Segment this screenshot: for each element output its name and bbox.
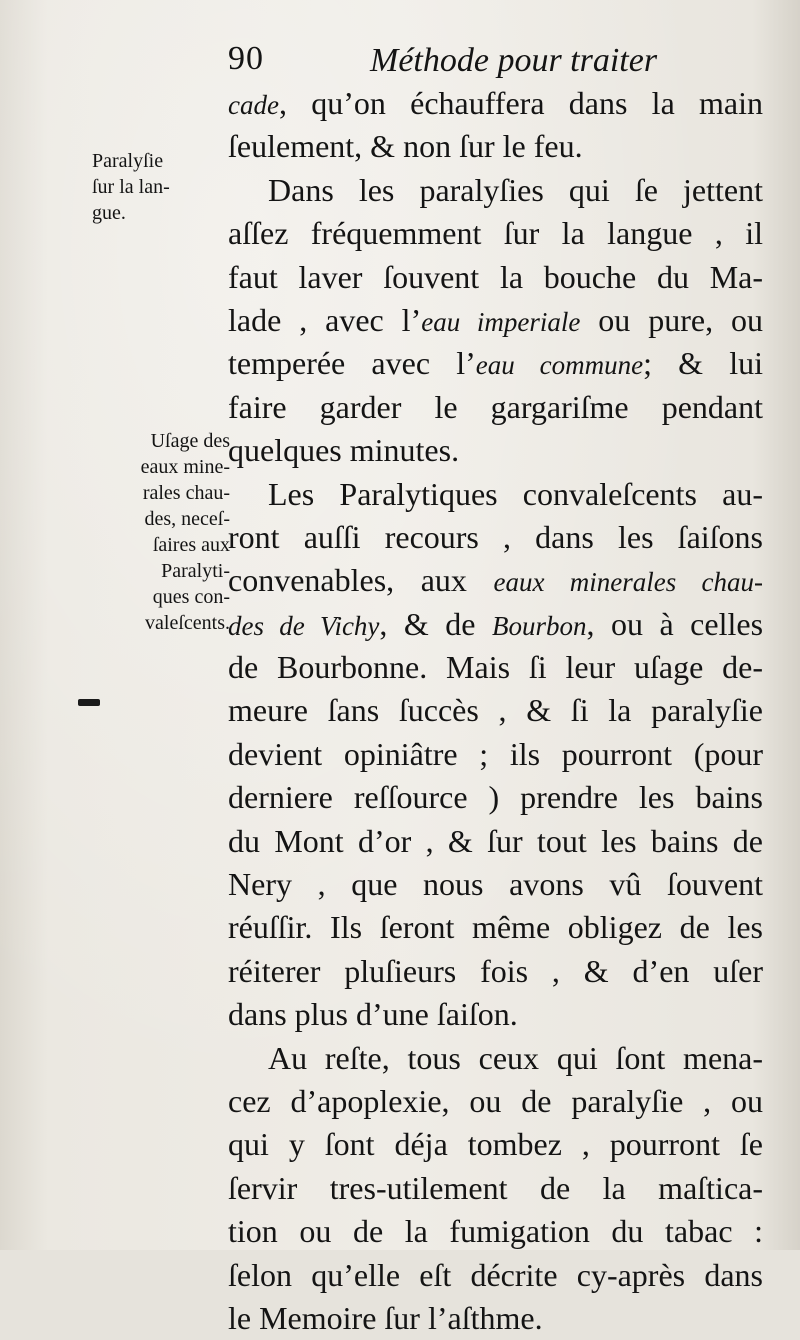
margin-note-line: ſur la lan- (92, 176, 170, 198)
margin-note-line: ques con- (152, 586, 230, 608)
text-line: réiterer pluſieurs fois , & d’en uſer (228, 952, 763, 989)
italic-word: cade (228, 90, 279, 120)
body-text (228, 82, 763, 1340)
text-line (228, 299, 763, 342)
margin-note-line: Uſage des (150, 430, 230, 452)
text-line: réuſſir. Ils ſeront même obligez de les (228, 909, 763, 946)
text-line (228, 559, 763, 602)
text-run: , & de (379, 605, 492, 642)
text-line: Au reſte, tous ceux qui ſont mena- (268, 1039, 763, 1076)
text-line: ſervir tres-utilement de la maſtica- (228, 1169, 763, 1206)
text-line: Nery , que nous avons vû ſouvent (228, 866, 763, 903)
italic-phrase: des de Vichy (228, 610, 380, 641)
text-line: meure ſans ſuccès , & ſi la paralyſie (228, 692, 763, 729)
margin-note-line: ſaires aux (152, 534, 230, 556)
text-line: ront auſſi recours , dans les ſaiſons (228, 518, 763, 555)
text-line: du Mont d’or , & ſur tout les bains de (228, 822, 763, 859)
text-run: ou pure, ou (580, 301, 764, 338)
text-line: derniere reſſource ) prendre les bains (228, 779, 763, 816)
text-run: , ou à celles (586, 605, 764, 642)
text-line (228, 603, 763, 646)
italic-phrase: eau commune (475, 350, 644, 381)
margin-note-line: gue. (92, 202, 126, 224)
text-line: dans plus d’une ſaiſon. (228, 996, 518, 1033)
running-head: Méthode pour traiter (370, 42, 658, 79)
margin-note-line: Paralyti- (161, 560, 230, 582)
text-run: lade , avec l’ (228, 301, 422, 338)
text-line (228, 342, 763, 385)
margin-note-line: valeſcents. (145, 612, 230, 634)
text-line: devient opiniâtre ; ils pourront (pour (228, 735, 763, 772)
text-line: Les Paralytiques convaleſcents au- (268, 475, 763, 512)
text-run: ; & lui (643, 345, 764, 382)
margin-note-line: rales chau- (142, 482, 230, 504)
margin-note-line: des, neceſ- (144, 508, 230, 530)
italic-word: Bourbon (492, 610, 587, 641)
margin-note-line: eaux mine- (140, 456, 230, 478)
text-line: Dans les paralyſies qui ſe jettent (268, 171, 763, 208)
italic-phrase: eaux minerales chau- (493, 567, 763, 598)
italic-phrase: eau imperiale (421, 306, 581, 337)
text-line: de Bourbonne. Mais ſi leur uſage de- (228, 649, 763, 686)
margin-ink-mark (78, 699, 100, 706)
text-line: faire garder le gargariſme pendant (228, 388, 763, 425)
text-line: le Memoire ſur l’aſthme. (228, 1299, 543, 1336)
margin-note-paralysis-tongue (92, 148, 222, 226)
text-line: quelques minutes. (228, 432, 460, 469)
page-number: 90 (228, 40, 264, 77)
text-line: ſeulement, & non ſur le feu. (228, 128, 583, 165)
text-run: , qu’on échauffera dans la main (278, 85, 763, 121)
text-line: tion ou de la fumigation du tabac : (228, 1213, 763, 1250)
text-line: qui y ſont déja tombez , pourront ſe (228, 1126, 763, 1163)
text-line: ſelon qu’elle eſt décrite cy-après dans (228, 1256, 763, 1293)
margin-note-mineral-waters (100, 428, 230, 636)
text-line: cez d’apoplexie, ou de paralyſie , ou (228, 1082, 763, 1119)
text-line: faut laver ſouvent la bouche du Ma- (228, 258, 763, 295)
margin-note-line: Paralyſie (92, 150, 164, 172)
text-run: temperée avec l’ (228, 345, 476, 382)
text-line (228, 82, 763, 125)
text-run: convenables, aux (228, 562, 494, 599)
text-line: aſſez fréquemment ſur la langue , il (228, 215, 763, 252)
